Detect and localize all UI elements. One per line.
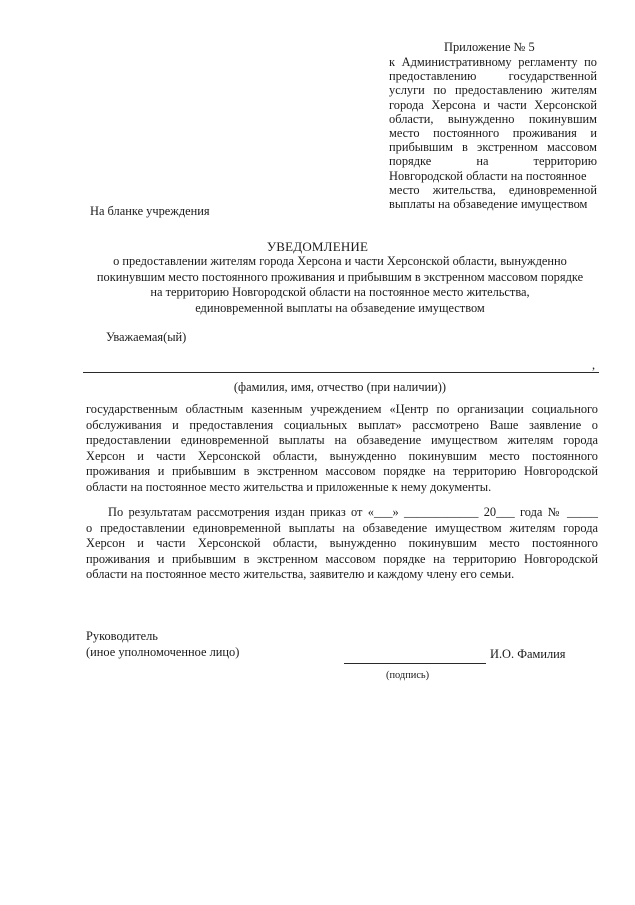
signatory-role-line: (иное уполномоченное лицо)	[86, 645, 240, 659]
appendix-line: города Херсона и части Херсонской	[389, 97, 597, 112]
appendix-line: место постоянного проживания и	[389, 125, 597, 140]
signatory-role	[86, 628, 239, 660]
appendix-title: Приложение № 5	[444, 40, 535, 54]
notice-subtitle-line: о предоставлении жителям города Херсона и части Херсонской области, вынужденно	[113, 254, 567, 268]
appendix-line: прибывшим в экстренном массовом	[389, 140, 597, 155]
signatory-name: И.О. Фамилия	[490, 647, 566, 661]
name-comma: ,	[592, 358, 596, 372]
appendix-line: Новгородской области на постоянное	[389, 168, 587, 183]
appendix-line: порядке на территорию	[389, 154, 597, 169]
paragraph-line: Херсон и части Херсонской области, вынужденно покинувшим место постоянного	[86, 536, 598, 551]
paragraph-line: области на постоянное место жительства, заявителю и каждому члену его семьи.	[86, 567, 515, 582]
notice-title: УВЕДОМЛЕНИЕ	[266, 239, 369, 254]
paragraph-line: области на постоянное место жительства и приложенные к нему документы.	[86, 479, 492, 494]
appendix-line: услуги по предоставлению жителям	[389, 83, 597, 98]
recipient-name-caption: (фамилия, имя, отчество (при наличии))	[233, 380, 447, 394]
signatory-role-line: Руководитель	[86, 629, 158, 643]
paragraph-line: Херсон и части Херсонской области, вынужденно покинувшим место постоянного	[86, 448, 598, 463]
letterhead-note: На бланке учреждения	[90, 204, 210, 218]
appendix-line: выплаты на обзаведение имуществом	[389, 196, 588, 211]
notice-subtitle-line: единовременной выплаты на обзаведение имуществом	[195, 300, 485, 315]
notice-subtitle	[70, 254, 610, 316]
paragraph-line: проживания и прибывшим в экстренном массовом порядке на территорию Новгородской	[86, 551, 598, 566]
signature-caption: (подпись)	[386, 670, 430, 681]
signature-line	[344, 663, 486, 664]
paragraph-line: По результатам рассмотрения издан приказ от «___» ____________ 20___ года № _____	[108, 505, 598, 519]
paragraph-line: проживания и прибывшим в экстренном массовом порядке на территорию Новгородской	[86, 464, 598, 479]
paragraph-line: о предоставлении единовременной выплаты на обзаведение имуществом жителям города	[86, 520, 598, 535]
recipient-name-line	[83, 372, 599, 373]
appendix-line: области, вынужденно покинувшим	[389, 111, 597, 126]
appendix-line: к Административному регламенту по	[389, 55, 597, 69]
appendix-line: место жительства, единовременной	[389, 182, 597, 197]
paragraph-line: предоставлении единовременной выплаты на обзаведение имуществом жителям города	[86, 433, 598, 448]
salutation: Уважаемая(ый)	[106, 330, 187, 344]
appendix-description	[389, 55, 597, 211]
paragraph-line: обслуживания и предоставления социальных выплат» рассмотрено Ваше заявление о	[86, 417, 598, 432]
appendix-line: предоставлению государственной	[389, 69, 597, 84]
paragraph-line: государственным областным казенным учреждением «Центр по организации социального	[86, 402, 598, 416]
notice-subtitle-line: на территорию Новгородской области на постоянное место жительства,	[150, 285, 530, 299]
body-paragraph-2	[86, 505, 598, 583]
notice-subtitle-line: покинувшим место постоянного проживания и прибывшим в экстренном массовом порядке	[96, 269, 584, 284]
body-paragraph-1	[86, 402, 598, 496]
